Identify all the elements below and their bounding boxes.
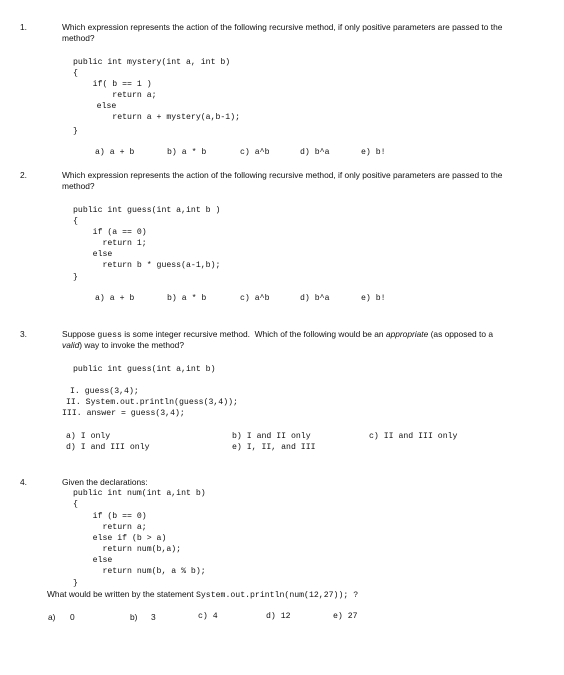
q2-option-a: a) a + b: [95, 294, 135, 303]
q3-text-post2: (as opposed to a: [428, 329, 494, 339]
q4-option-c: c) 4: [198, 612, 218, 621]
q2-code-line: if (a == 0): [73, 228, 147, 237]
q4-code-line: {: [73, 500, 78, 509]
q2-code-line: return 1;: [73, 239, 147, 248]
question-2-number: 2.: [20, 170, 27, 180]
q1-code-line: return a;: [73, 91, 157, 100]
q1-option-e: e) b!: [361, 148, 386, 157]
q2-code-line: else: [73, 250, 113, 259]
q2-option-b: b) a * b: [167, 294, 207, 303]
q3-option-c: c) II and III only: [369, 432, 458, 441]
q3-choice-2: II. System.out.println(guess(3,4));: [66, 398, 238, 407]
question-1-number: 1.: [20, 22, 27, 32]
q1-code-line: public int mystery(int a, int b): [73, 58, 231, 67]
q4-question-code: System.out.println(num(12,27)); ?: [195, 591, 359, 600]
question-2-text-line2: method?: [62, 181, 95, 191]
q4-option-a-label: a): [48, 612, 56, 622]
q3-text-code: guess: [97, 331, 122, 340]
q3-option-e: e) I, II, and III: [232, 443, 316, 452]
q3-text-post: is some integer recursive method. Which of the following would be an: [121, 329, 386, 339]
q2-option-e: e) b!: [361, 294, 386, 303]
q1-option-a: a) a + b: [95, 148, 135, 157]
q3-option-a: a) I only: [66, 432, 111, 441]
q1-code-line: }: [73, 127, 78, 136]
q3-option-d: d) I and III only: [66, 443, 150, 452]
q4-code-line: return num(b, a % b);: [73, 567, 206, 576]
q4-code-line: public int num(int a,int b): [73, 489, 206, 498]
q4-code-line: if (b == 0): [73, 512, 147, 521]
question-1-text-line2: method?: [62, 33, 95, 43]
q4-option-d: d) 12: [266, 612, 291, 621]
q3-text-pre: Suppose: [62, 329, 98, 339]
question-3-text-line2: [62, 340, 184, 351]
q3-text-italic: appropriate: [385, 329, 429, 339]
q4-option-b-value: 3: [151, 612, 156, 622]
q2-code-line: return b * guess(a-1,b);: [73, 261, 221, 270]
q4-code-line: return a;: [73, 523, 147, 532]
q2-code-line: }: [73, 273, 78, 282]
q4-code-line: return num(b,a);: [73, 545, 182, 554]
q4-code-line: else: [73, 556, 113, 565]
q2-code-line: public int guess(int a,int b ): [73, 206, 221, 215]
q1-option-b: b) a * b: [167, 148, 207, 157]
q3-choice-1: I. guess(3,4);: [70, 387, 139, 396]
q1-option-d: d) b^a: [300, 148, 330, 157]
q2-option-d: d) b^a: [300, 294, 330, 303]
q4-option-b-label: b): [130, 612, 138, 622]
question-2-text-line1: Which expression represents the action of the following recursive method, if only positive parameters are passed to the: [62, 170, 503, 180]
question-3-number: 3.: [20, 329, 27, 339]
q4-question: [47, 589, 358, 601]
q4-option-a-value: 0: [70, 612, 75, 622]
q1-code-line: else: [77, 102, 117, 111]
q4-question-pre: What would be written by the statement: [47, 589, 196, 599]
q3-choice-3: III. answer = guess(3,4);: [62, 409, 185, 418]
q3-text-line2-post: ) way to invoke the method?: [79, 340, 184, 350]
q3-text-line2-italic: valid: [62, 340, 80, 350]
q4-option-e: e) 27: [333, 612, 358, 621]
question-4-text: Given the declarations:: [62, 477, 148, 487]
q3-option-b: b) I and II only: [232, 432, 311, 441]
question-4-number: 4.: [20, 477, 27, 487]
q1-option-c: c) a^b: [240, 148, 270, 157]
question-1-text-line1: Which expression represents the action of the following recursive method, if only positive parameters are passed to the: [62, 22, 503, 32]
q1-code-line: {: [73, 69, 78, 78]
q1-code-line: if( b == 1 ): [73, 80, 152, 89]
q2-option-c: c) a^b: [240, 294, 270, 303]
q3-signature: public int guess(int a,int b): [73, 365, 216, 374]
q2-code-line: {: [73, 217, 78, 226]
q4-code-line: }: [73, 579, 78, 588]
q1-code-line: return a + mystery(a,b-1);: [73, 113, 241, 122]
q4-code-line: else if (b > a): [73, 534, 167, 543]
